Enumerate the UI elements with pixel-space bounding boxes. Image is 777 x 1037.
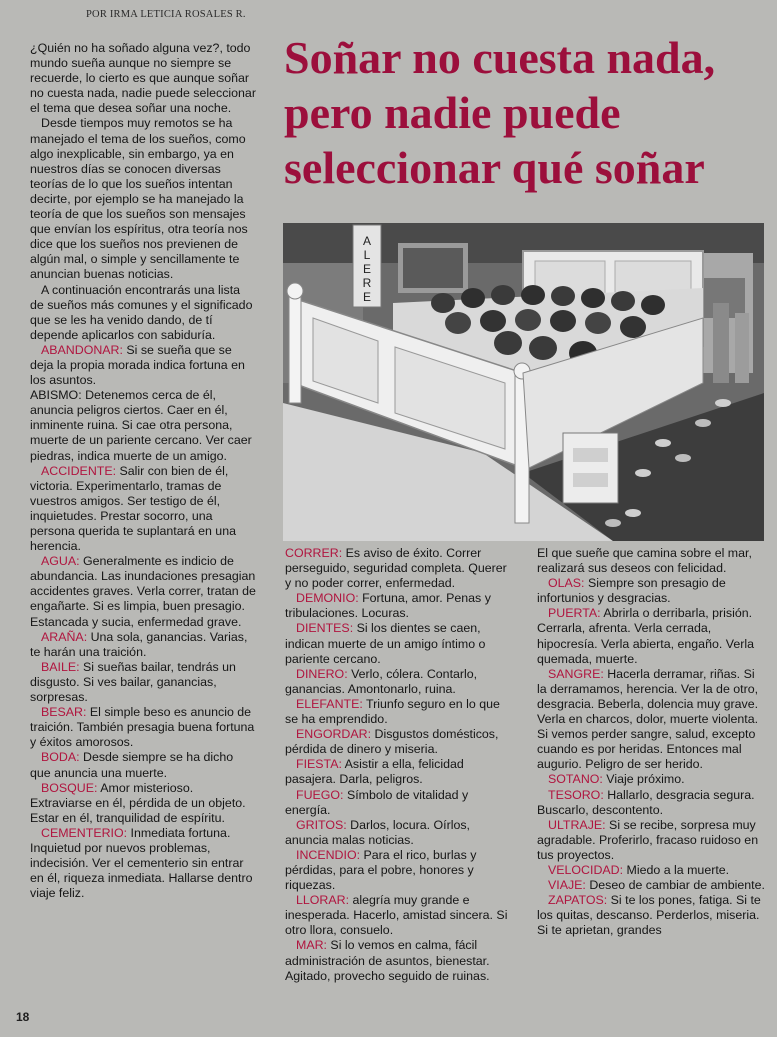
- dream-term: ARAÑA:: [41, 629, 88, 644]
- headline-line-2: pero nadie puede: [284, 87, 621, 138]
- dream-term: VIAJE:: [548, 878, 586, 893]
- dream-entry: [285, 757, 509, 787]
- column-middle: [285, 546, 509, 984]
- dream-term: AGUA:: [41, 554, 80, 569]
- dream-term: ABANDONAR:: [41, 342, 123, 357]
- dream-term: ZAPATOS:: [548, 893, 608, 908]
- dream-meaning: Si sueñas bailar, tendrás un disgusto. Si ves bailar, ganancias, sorpresas.: [30, 659, 236, 705]
- dream-term: BODA:: [41, 750, 80, 765]
- dream-meaning: Verlo, cólera. Contarlo, ganancias. Amontonarlo, ruina.: [285, 666, 478, 696]
- svg-text:E: E: [362, 290, 372, 304]
- dream-term: DIENTES:: [296, 621, 354, 636]
- dream-term: ENGORDAR:: [296, 727, 372, 742]
- svg-text:L: L: [363, 248, 371, 262]
- dream-term: SOTANO:: [548, 772, 603, 787]
- dream-entry: [285, 727, 509, 757]
- dream-term: LLORAR:: [296, 893, 350, 908]
- dream-entry: [30, 705, 256, 750]
- dream-meaning: Disgustos domésticos, pérdida de dinero y miseria.: [285, 727, 499, 757]
- dream-entry: [537, 878, 767, 893]
- svg-text:R: R: [362, 276, 372, 290]
- dream-meaning: Es aviso de éxito. Correr perseguido, seguridad completa. Querer y no poder correr, enfermedad.: [285, 546, 507, 591]
- dream-term: ELEFANTE:: [296, 696, 363, 711]
- dream-entry: [285, 893, 509, 938]
- dream-list-middle: [285, 546, 509, 984]
- dream-entry: [285, 591, 509, 621]
- dream-entry: [285, 546, 509, 591]
- dream-entry: [285, 938, 509, 983]
- intro-paragraph-1: ¿Quién no ha soñado alguna vez?, todo mundo sueña aunque no siempre se recuerde, lo cierto es que aunque soñar no cuesta nada, nadie puede seleccionar el tema que desea soñar una noche.: [30, 41, 256, 116]
- dream-entry: [537, 818, 767, 863]
- sign-letter-1: A: [362, 234, 372, 248]
- dream-term: VELOCIDAD:: [548, 862, 624, 877]
- intro-paragraph-3: A continuación encontrarás una lista de sueños más comunes y el significado que se les ha venido dando, de tí depende aplicarlos con sabiduría.: [30, 282, 253, 342]
- dream-meaning: Triunfo seguro en lo que se ha emprendido.: [285, 696, 500, 727]
- dream-entry: [537, 667, 767, 773]
- dream-meaning: Abrirla o derribarla, prisión. Cerrarla, afrenta. Verla cerrada, hipocresía. Verla abierta, engaño. Verla quemada, muerte.: [537, 606, 754, 666]
- dream-term: CORRER:: [285, 546, 343, 560]
- dream-term: ULTRAJE:: [548, 817, 606, 832]
- dream-meaning: Fortuna, amor. Penas y tribulaciones. Locuras.: [285, 591, 491, 621]
- dream-entry: [30, 388, 256, 463]
- dream-meaning: Si se sueña que se deja la propia morada indica fortuna en los asuntos.: [30, 342, 245, 388]
- dream-term: GRITOS:: [296, 817, 347, 832]
- headline-line-3: seleccionar qué soñar: [284, 142, 705, 193]
- dream-meaning: Si se recibe, sorpresa muy agradable. Proferirlo, fracaso ruidoso en tus proyectos.: [537, 817, 759, 862]
- dream-term: FUEGO:: [296, 787, 344, 802]
- dream-meaning: Para el rico, burlas y pérdidas, para el pobre, honores y riquezas.: [285, 847, 477, 893]
- dream-term: BESAR:: [41, 705, 87, 720]
- page-number: 18: [16, 1010, 30, 1024]
- dream-meaning: Deseo de cambiar de ambiente.: [585, 878, 765, 893]
- dream-entry: [30, 630, 256, 660]
- dream-entry: [285, 697, 509, 727]
- dream-term: DINERO:: [296, 666, 348, 681]
- dream-entry: [285, 848, 509, 893]
- dream-entry: [30, 781, 256, 826]
- dream-meaning: Siempre son presagio de infortunios y desgracias.: [537, 576, 726, 606]
- dream-meaning: Si lo vemos en calma, fácil administración de asuntos, bienestar. Agitado, provecho seguido de ruinas.: [285, 938, 490, 983]
- intro-paragraph-2: Desde tiempos muy remotos se ha manejado el tema de los sueños, como algo inexplicable, sin embargo, ya en nuestros días se conocen diversas teorías de lo que los sueños intentan decirte, por ejemplo se ha manejado la teoría de que los sueños son mensajes que envían los espíritus, otra teoría nos dice que los sueños nos previenen de algún mal, o simple y sencillamente te anuncian buenas noticias.: [30, 116, 248, 282]
- dream-entry: [537, 893, 767, 938]
- dream-meaning: Miedo a la muerte.: [623, 862, 730, 877]
- dream-entry: [537, 788, 767, 818]
- dream-entry: [30, 750, 256, 780]
- dream-term: DEMONIO:: [296, 591, 359, 606]
- dream-term: BAILE:: [41, 659, 80, 674]
- column-right: [537, 546, 767, 938]
- dream-term: INCENDIO:: [296, 847, 361, 862]
- dream-entry: [285, 667, 509, 697]
- dream-entry: [285, 788, 509, 818]
- dream-meaning: Hacerla derramar, riñas. Si la derramamos, herencia. Ver la de otro, desgracia. Beberla, dolencia muy grave. Verla en charcos, dolor, muerte violenta. Si vemos perder sangre, salud, excepto cuando es por heridas. Entonces mal augurio. Peligro de ser herido.: [537, 666, 759, 772]
- dream-meaning: Una sola, ganancias. Varias, te harán una traición.: [30, 629, 248, 659]
- dream-term: CEMENTERIO:: [41, 825, 128, 840]
- dream-meaning: Hallarlo, desgracia segura. Buscarlo, descontento.: [537, 787, 755, 817]
- dream-entry: [537, 863, 767, 878]
- dream-meaning: Si te los pones, fatiga. Si te los quitas, descanso. Perderlos, miseria. Si te aprietan, grandes: [537, 893, 761, 938]
- dream-term: ACCIDENTE:: [41, 463, 117, 478]
- dream-meaning: El simple beso es anuncio de traición. También presagia buena fortuna y éxitos amorosos.: [30, 705, 255, 750]
- dream-list-left: [30, 343, 256, 901]
- photo-bed-children: [283, 223, 764, 541]
- dream-meaning: Desde siempre se ha dicho que anuncia una muerte.: [30, 750, 234, 780]
- col3-lead-text: El que sueñe que camina sobre el mar, realizará sus deseos con felicidad.: [537, 546, 752, 576]
- dream-entry: [30, 464, 256, 555]
- dream-term: ABISMO:: [30, 388, 82, 403]
- headline: [284, 30, 776, 195]
- dream-term: MAR:: [296, 938, 327, 953]
- dream-entry: [537, 576, 767, 606]
- dream-meaning: Amor misterioso. Extraviarse en él, pérdida de un objeto. Estar en él, tranquilidad de espíritu.: [30, 780, 246, 825]
- dream-meaning: Viaje próximo.: [602, 772, 685, 787]
- dream-term: SANGRE:: [548, 666, 604, 681]
- dream-term: BOSQUE:: [41, 780, 98, 795]
- dream-meaning: alegría muy grande e inesperada. Hacerlo, amistad sincera. Si otro llora, consuelo.: [285, 893, 508, 938]
- dream-entry: [30, 554, 256, 629]
- dream-entry: [537, 606, 767, 666]
- column-left: [30, 41, 256, 901]
- dream-meaning: Símbolo de vitalidad y energía.: [285, 787, 469, 817]
- dream-term: FIESTA:: [296, 757, 342, 772]
- dream-entry: [537, 772, 767, 787]
- dream-entry: [30, 826, 256, 901]
- dream-term: PUERTA:: [548, 606, 601, 621]
- dream-list-right: [537, 576, 767, 938]
- dream-meaning: Si los dientes se caen, indican muerte de un amigo íntimo o pariente cercano.: [285, 621, 486, 666]
- dream-meaning: Inmediata fortuna. Inquietud por nuevos problemas, indecisión. Ver el cementerio sin entrar en él, riqueza inmediata. Hallarse dentro viaje feliz.: [30, 825, 253, 901]
- byline: POR IRMA LETICIA ROSALES R.: [86, 9, 246, 20]
- dream-meaning: Darlos, locura. Oírlos, anuncia malas noticias.: [285, 817, 470, 847]
- dream-meaning: Detenemos cerca de él, anuncia peligros ciertos. Caer en él, inminente ruina. Si cae otra persona, muerte de un pariente cercano. Ver caer piedras, indica muerte de un amigo.: [30, 388, 252, 463]
- svg-text:E: E: [362, 262, 372, 276]
- dream-meaning: Asistir a ella, felicidad pasajera. Darla, peligros.: [285, 757, 464, 787]
- dream-term: TESORO:: [548, 787, 604, 802]
- dream-entry: [285, 621, 509, 666]
- dream-term: OLAS:: [548, 576, 585, 591]
- dream-entry: [30, 660, 256, 705]
- dream-meaning: Generalmente es indicio de abundancia. Las inundaciones presagian accidentes graves. Verla correr, tratan de engañarte. Si es limpia, buen presagio. Estancada y sucia, enfermedad grave.: [30, 554, 256, 629]
- dream-entry: [30, 343, 256, 388]
- dream-meaning: Salir con bien de él, victoria. Experimentarlo, tramas de vuestros amigos. Ser testigo de él, inquietudes. Prestar socorro, una persona querida te suplantará en una herencia.: [30, 463, 236, 554]
- dream-entry: [285, 818, 509, 848]
- headline-line-1: Soñar no cuesta nada,: [284, 32, 716, 83]
